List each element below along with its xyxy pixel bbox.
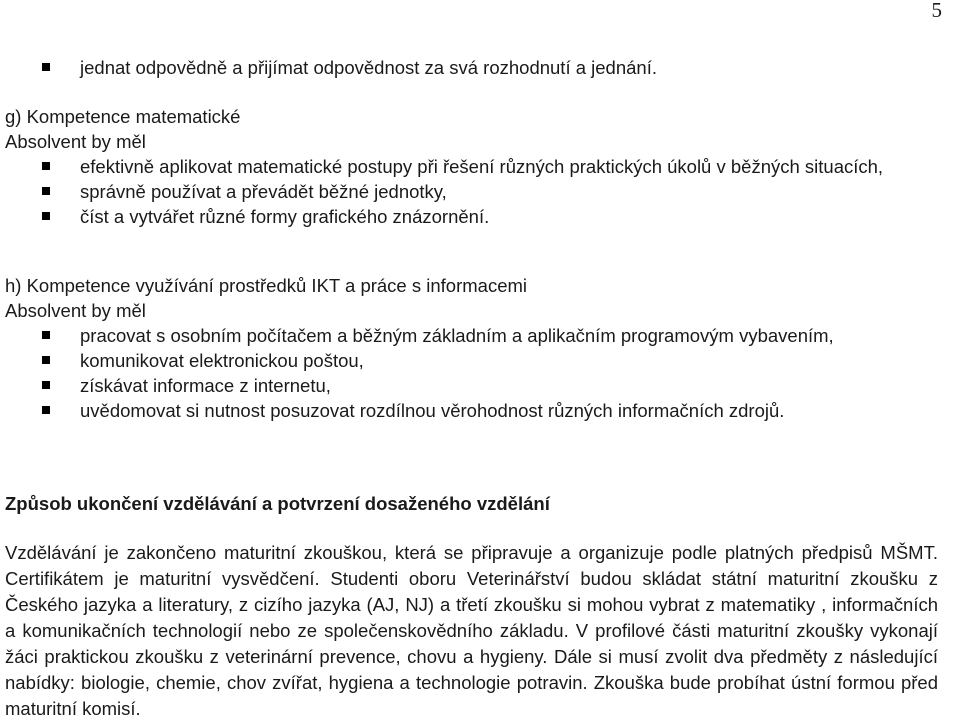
list-item	[5, 55, 938, 80]
top-list-section	[5, 55, 938, 80]
section-h-title: h) Kompetence využívání prostředků IKT a práce s informacemi	[5, 275, 528, 296]
section-h-list	[5, 323, 938, 423]
section-g-list	[5, 154, 938, 229]
section-heading: Způsob ukončení vzdělávání a potvrzení dosaženého vzdělání	[5, 493, 550, 514]
list-item	[5, 398, 938, 423]
list-item-text: jednat odpovědně a přijímat odpovědnost za svá rozhodnutí a jednání.	[80, 57, 657, 78]
list-item	[5, 323, 938, 348]
list-item-text: pracovat s osobním počítačem a běžným základním a aplikačním programovým vybavením,	[80, 325, 834, 346]
list-item-text: efektivně aplikovat matematické postupy při řešení různých praktických úkolů v běžných situacích,	[80, 156, 884, 177]
bullet-square-icon	[42, 331, 50, 339]
list-item	[5, 373, 938, 398]
list-item-text: číst a vytvářet různé formy grafického znázornění.	[80, 206, 490, 227]
list-item-text: správně používat a převádět běžné jednotky,	[80, 181, 447, 202]
completion-paragraph-block	[5, 540, 938, 722]
bullet-square-icon	[42, 63, 50, 71]
top-bullet-list	[5, 55, 938, 80]
list-item	[5, 154, 938, 179]
section-g	[5, 104, 938, 229]
section-g-title: g) Kompetence matematické	[5, 106, 241, 127]
list-item-text: komunikovat elektronickou poštou,	[80, 350, 364, 371]
list-item-text: získávat informace z internetu,	[80, 375, 331, 396]
bullet-square-icon	[42, 356, 50, 364]
completion-section	[5, 491, 938, 516]
completion-paragraph: Vzdělávání je zakončeno maturitní zkouškou, která se připravuje a organizuje podle platných předpisů MŠMT. Certifikátem je maturitní vysvědčení. Studenti oboru Veterinářství budou skládat státní maturitní zkoušku z Českého jazyka a literatury, z cizího jazyka (AJ, NJ) a třetí zkoušku si mohou vybrat z matematiky , informačních a komunikačních technologií nebo ze společenskovědního základu. V profilové části maturitní zkoušky vykonají žáci praktickou zkoušku z veterinární prevence, chovu a hygieny. Dále si musí zvolit dva předměty z následující nabídky: biologie, chemie, chov zvířat, hygiena a technologie potravin. Zkouška bude probíhat ústní formou před maturitní komisí.	[5, 542, 938, 719]
list-item	[5, 179, 938, 204]
page-number: 5	[931, 0, 942, 22]
section-g-intro: Absolvent by měl	[5, 131, 146, 152]
bullet-square-icon	[42, 406, 50, 414]
list-item-text: uvědomovat si nutnost posuzovat rozdílnou věrohodnost různých informačních zdrojů.	[80, 400, 785, 421]
list-item	[5, 204, 938, 229]
section-h-intro: Absolvent by měl	[5, 300, 146, 321]
list-item	[5, 348, 938, 373]
bullet-square-icon	[42, 187, 50, 195]
bullet-square-icon	[42, 212, 50, 220]
bullet-square-icon	[42, 381, 50, 389]
section-h	[5, 273, 938, 423]
bullet-square-icon	[42, 162, 50, 170]
